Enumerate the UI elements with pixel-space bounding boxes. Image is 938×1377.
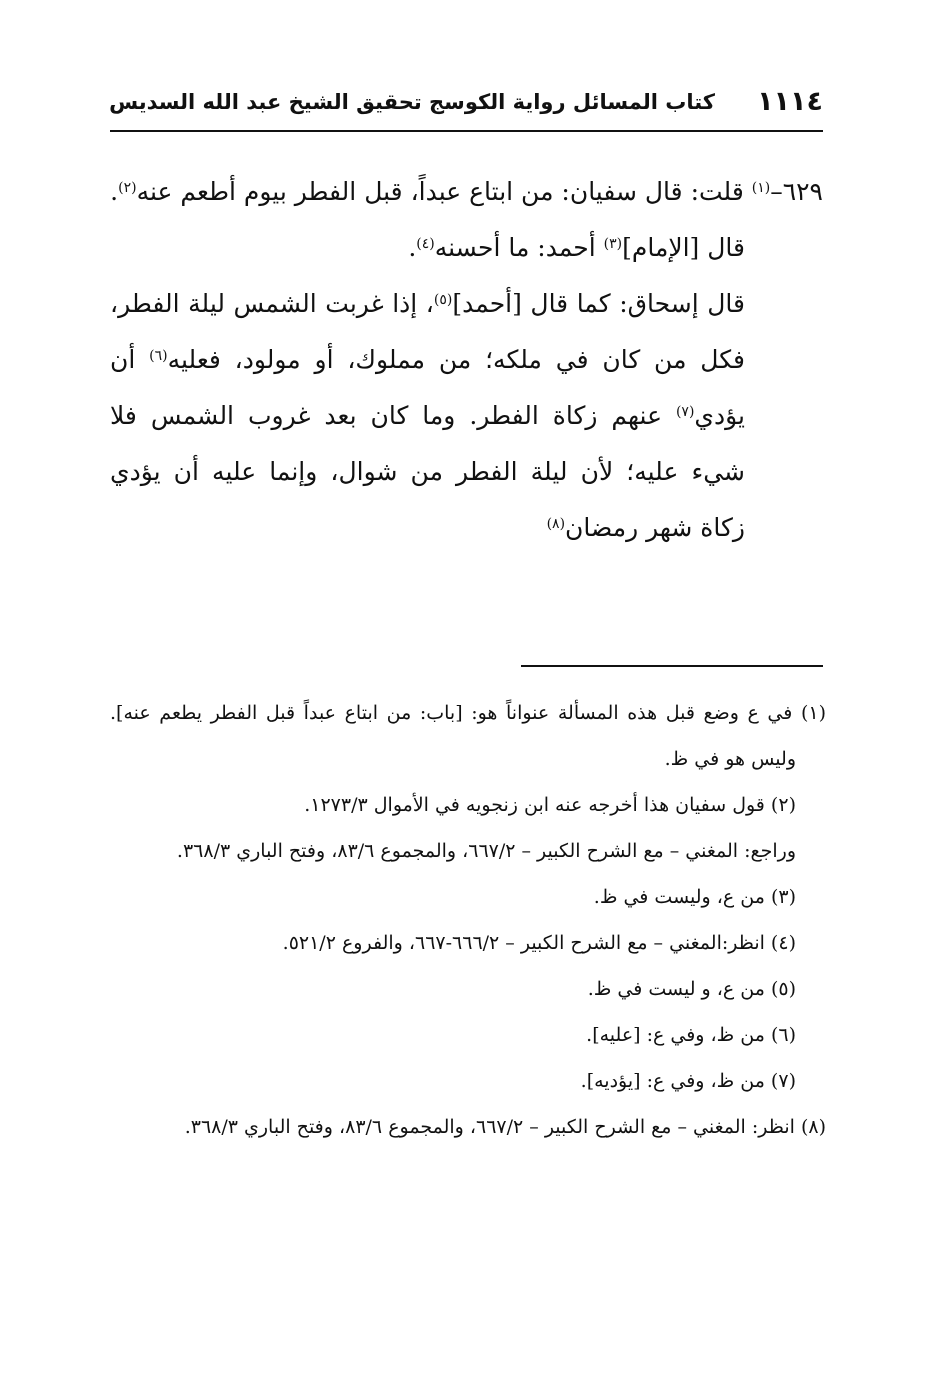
issue-separator: –: [770, 177, 783, 206]
ishaq-answer-b: ، إذا غربت الشمس ليلة الفطر، فكل من كان في ملكه؛ من مملوك، أو مولود، فعليه: [110, 289, 745, 374]
footnote-ref-3: (٣): [603, 236, 623, 252]
footnote-8: (٨) انظر: المغني – مع الشرح الكبير – ٦٦٧/٢، والمجموع ٨٣/٦، وفتح الباري ٣٦٨/٣.: [184, 1116, 826, 1138]
ishaq-answer-c: أن يؤدي: [110, 345, 745, 430]
footnote-3: (٣) من ع، وليست في ظ.: [593, 886, 796, 908]
issue-number: ٦٢٩: [782, 177, 823, 206]
ishaq-answer-d: عنهم زكاة الفطر. وما كان بعد غروب الشمس فلا شيء عليه؛ لأن ليلة الفطر من شوال، وإنما عليه أن يؤدي زكاة شهر رمضان: [110, 401, 745, 542]
page-number: ١١١٤: [757, 86, 823, 117]
footnote-ref-5: (٥): [433, 292, 453, 308]
footnote-7: (٧) من ظ، وفي ع: [يؤديه].: [580, 1070, 796, 1092]
footnote-ref-4: (٤): [416, 236, 435, 252]
footnote-1: (١) في ع وضع قبل هذه المسألة عنواناً هو: [باب: من ابتاع عبداً قبل الفطر يطعم عنه]. وليس هو في ظ.: [110, 702, 826, 770]
main-text: [110, 164, 823, 556]
running-title: كتاب المسائل رواية الكوسج تحقيق الشيخ عبد الله السديس: [109, 90, 715, 114]
footnote-4: (٤) انظر:المغني – مع الشرح الكبير – ٦٦٦/٢-٦٦٧، والفروع ٥٢١/٢.: [282, 932, 796, 954]
footnote-divider: [521, 665, 823, 667]
footnote-ref-2: (٢): [118, 180, 137, 196]
footnote-ref-6: (٦): [149, 348, 168, 364]
footnote-2: (٢) قول سفيان هذا أخرجه عنه ابن زنجويه في الأموال ١٢٧٣/٣.: [304, 794, 796, 816]
ahmad-answer-end: .: [408, 233, 417, 262]
footnote-ref-7: (٧): [675, 404, 695, 420]
footnotes: [110, 690, 826, 1150]
issue-paragraph: [110, 164, 823, 220]
footnote-ref-8: (٨): [546, 516, 566, 532]
question-end: .: [110, 177, 119, 206]
footnote-6: (٦) من ظ، وفي ع: [عليه].: [586, 1024, 796, 1046]
ahmad-answer: [110, 220, 823, 276]
page-header: [110, 84, 823, 132]
footnote-ref-1: (١): [751, 180, 771, 196]
footnote-5: (٥) من ع، و ليست في ظ.: [587, 978, 796, 1000]
ishaq-answer: [110, 276, 823, 556]
footnote-2-continuation: وراجع: المغني – مع الشرح الكبير – ٦٦٧/٢، والمجموع ٨٣/٦، وفتح الباري ٣٦٨/٣.: [176, 840, 796, 862]
question-text: قلت: قال سفيان: من ابتاع عبداً، قبل الفطر بيوم أطعم عنه: [136, 177, 744, 206]
ahmad-answer-b: أحمد: ما أحسنه: [434, 233, 604, 262]
ishaq-answer-a: قال إسحاق: كما قال [أحمد]: [452, 289, 745, 318]
ahmad-answer-a: قال [الإمام]: [622, 233, 745, 262]
